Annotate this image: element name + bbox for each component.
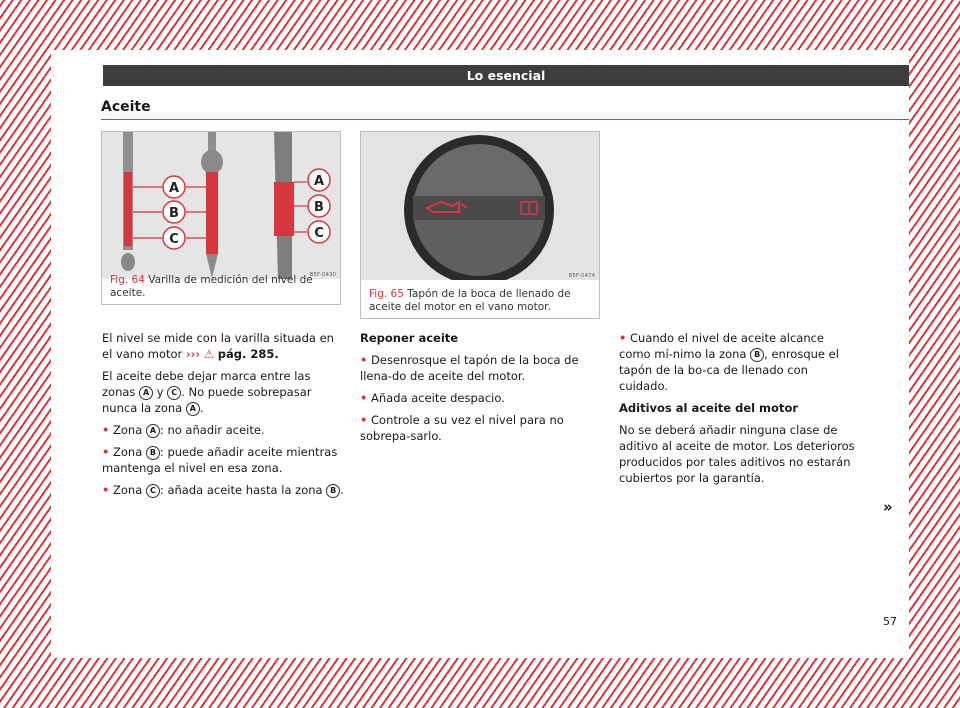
section-title: Aceite xyxy=(101,99,151,115)
additives-heading: Aditivos al aceite del motor xyxy=(619,401,799,415)
svg-text:C: C xyxy=(314,226,324,241)
list-item: • Zona C : añada aceite hasta la zona B . xyxy=(102,483,344,497)
svg-text:B: B xyxy=(314,200,324,215)
list-item: • Controle a su vez el nivel para no sobrepa-sarlo. xyxy=(360,413,564,443)
list-item: • Cuando el nivel de aceite alcance como mí-nimo la zona B , enrosque el tapón de la bo-ca de llenado con cuidado. xyxy=(619,331,839,393)
page xyxy=(51,50,909,658)
page-number: 57 xyxy=(883,615,897,628)
additives-paragraph: No se deberá añadir ninguna clase de aditivo al aceite de motor. Los deterioros producidos por tales aditivos no estarán cubiertos por la garantía. xyxy=(619,423,855,485)
marks-paragraph: El aceite debe dejar marca entre las zonas A y C . No puede sobrepasar nunca la zona A . xyxy=(102,369,312,415)
column-3 xyxy=(619,330,859,492)
figure-65 xyxy=(360,131,600,319)
svg-text:B5F-0474: B5F-0474 xyxy=(568,273,595,279)
figure-64-caption: Fig. 64 Varilla de medición del nivel de aceite. xyxy=(110,274,313,299)
figure-64 xyxy=(101,131,341,305)
column-2 xyxy=(360,330,600,450)
label-a: A xyxy=(168,181,180,196)
oil-cap-drawing xyxy=(361,132,599,280)
label-b: B xyxy=(169,206,179,221)
refill-heading: Reponer aceite xyxy=(360,331,459,345)
dipstick-illustration xyxy=(102,132,340,279)
intro-paragraph: El nivel se mide con la varilla situada en el vano motor ››› ⚠ pág. 285. xyxy=(102,331,334,361)
oil-cap-illustration xyxy=(361,132,599,280)
svg-text:B5F-0430: B5F-0430 xyxy=(309,272,336,278)
list-item: • Desenrosque el tapón de la boca de llena-do de aceite del motor. xyxy=(360,353,579,383)
list-item: • Añada aceite despacio. xyxy=(360,391,505,405)
svg-text:A: A xyxy=(313,174,325,189)
list-item: • Zona A : no añadir aceite. xyxy=(102,423,265,437)
continue-marker: » xyxy=(883,498,893,516)
dipstick-drawing xyxy=(102,132,340,279)
figure-65-caption: Fig. 65 Tapón de la boca de llenado de aceite del motor en el vano motor. xyxy=(369,288,571,313)
column-1 xyxy=(102,330,344,504)
label-c: C xyxy=(169,232,179,247)
list-item: • Zona B : puede añadir aceite mientras mantenga el nivel en esa zona. xyxy=(102,445,338,475)
section-rule xyxy=(101,119,909,120)
chapter-header: Lo esencial xyxy=(103,65,909,86)
